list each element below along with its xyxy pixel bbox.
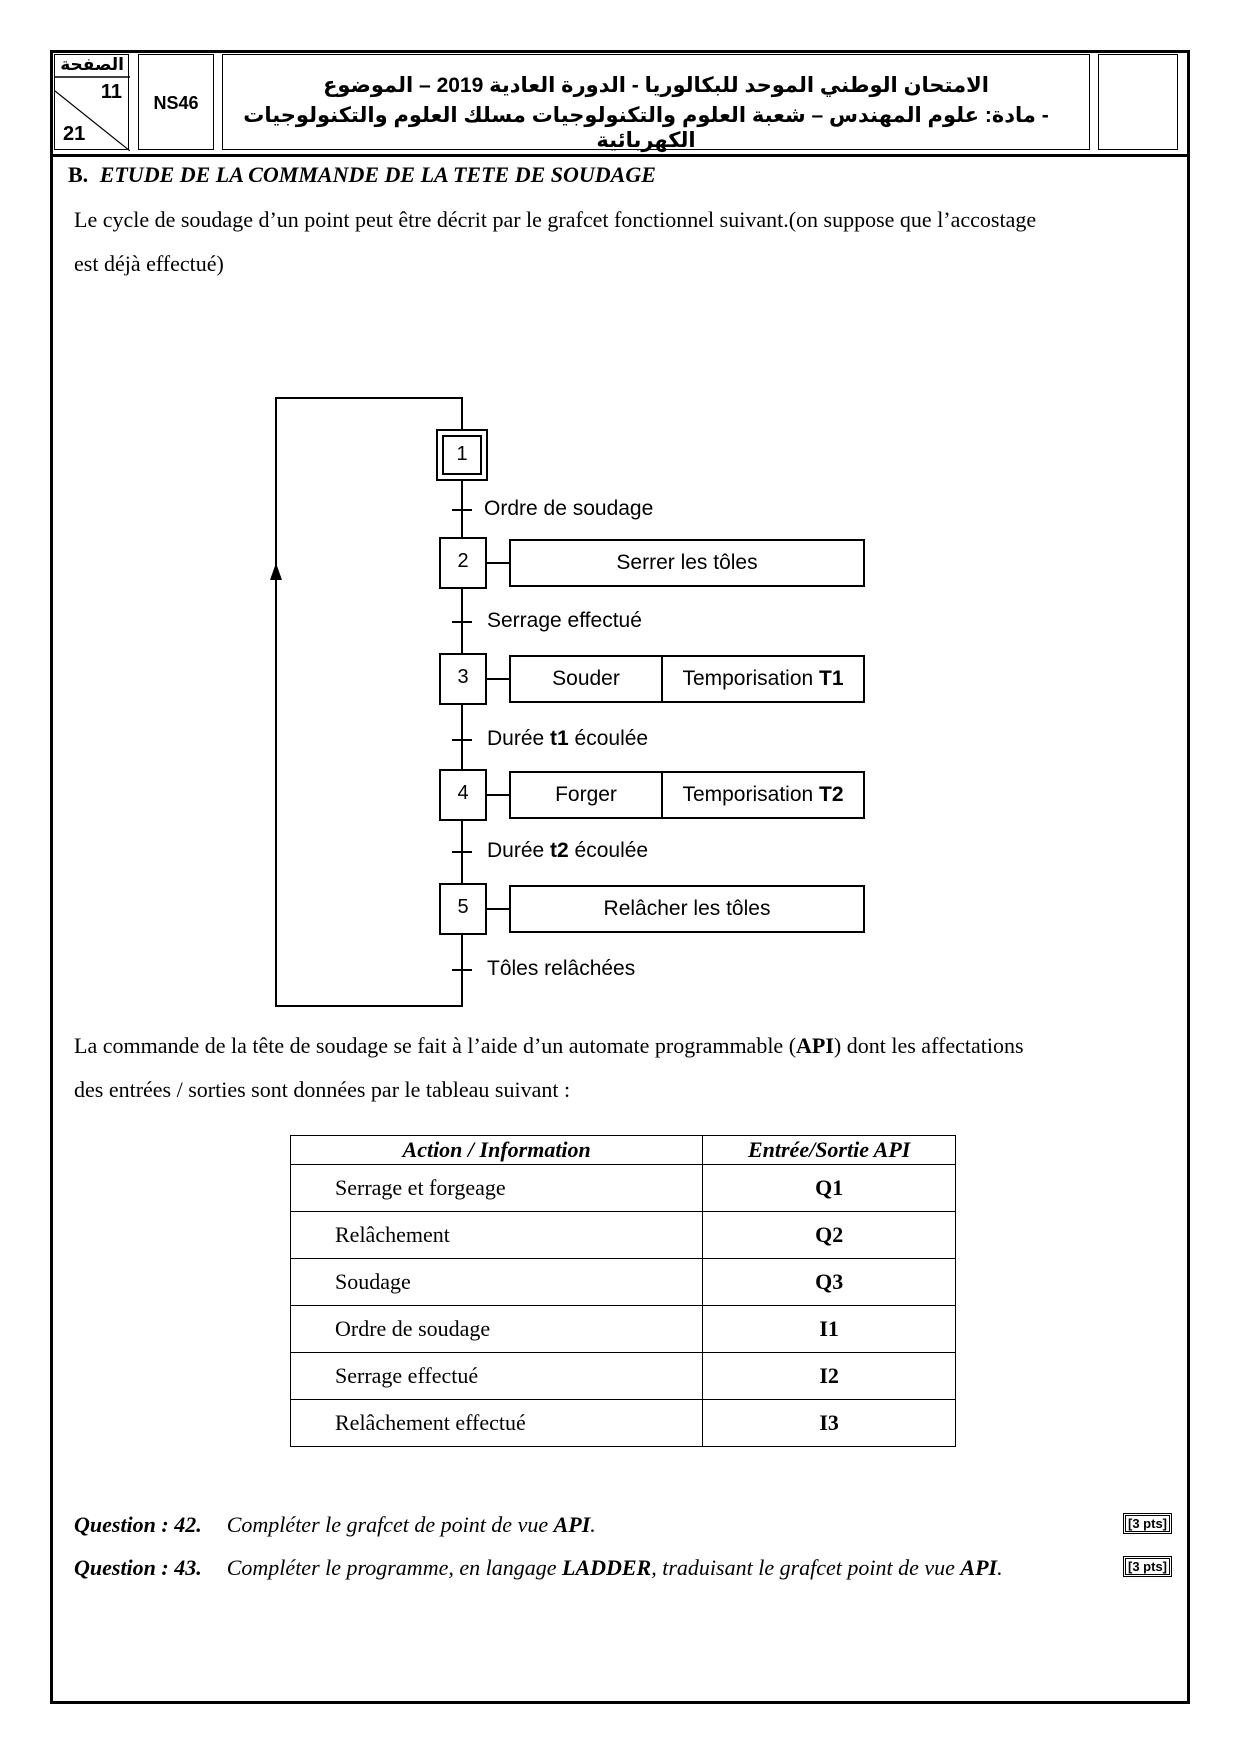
transition-label-1: Ordre de soudage (484, 497, 654, 520)
table-cell-action: Soudage (291, 1259, 703, 1306)
body-para-post: ) dont les affectations (833, 1033, 1024, 1058)
table-cell-action: Serrage et forgeage (291, 1165, 703, 1212)
question-43-text-post2: . (997, 1555, 1003, 1580)
step-1-label: 1 (456, 443, 468, 465)
transition-label-5: Tôles relâchées (487, 957, 636, 980)
action-label-2: Serrer les tôles (616, 551, 758, 574)
transition-label-2: Serrage effectué (487, 609, 642, 632)
question-43 (74, 1555, 1003, 1581)
header-empty-box (1098, 54, 1178, 150)
transition-3-bold: t1 (550, 727, 569, 750)
action-timer-4 (662, 783, 864, 807)
action-label-5: Relâcher les tôles (603, 897, 771, 920)
body-para-line1 (74, 1024, 1024, 1068)
question-42-text-post: . (590, 1512, 596, 1537)
question-43-text-bold2: API (960, 1555, 998, 1580)
table-cell-io: I2 (703, 1353, 956, 1400)
action-label-3: Souder (552, 667, 620, 690)
table-row (291, 1353, 956, 1400)
table-header-action: Action / Information (291, 1136, 703, 1165)
table-row (291, 1306, 956, 1353)
exam-code-box (138, 54, 214, 150)
table-row (291, 1212, 956, 1259)
table-cell-action: Relâchement effectué (291, 1400, 703, 1447)
section-title-text: ETUDE DE LA COMMANDE DE LA TETE DE SOUDAGE (99, 162, 656, 187)
table-cell-io: Q3 (703, 1259, 956, 1306)
page-label: الصفحة (60, 55, 124, 74)
action-timer-4-bold: T2 (819, 783, 844, 806)
transition-3-post: écoulée (568, 727, 649, 750)
question-42-points (1125, 1515, 1170, 1533)
table-cell-action: Ordre de soudage (291, 1306, 703, 1353)
table-cell-io: I1 (703, 1306, 956, 1353)
step-5-label: 5 (457, 896, 469, 918)
body-para-bold: API (796, 1033, 834, 1058)
table-cell-action: Serrage effectué (291, 1353, 703, 1400)
question-42-label: Question : 42. (74, 1512, 202, 1537)
action-timer-4-pre: Temporisation (682, 783, 820, 806)
table-cell-io: Q1 (703, 1165, 956, 1212)
exam-title-line2: - مادة: علوم المهندس – شعبة العلوم والتكنولوجيات مسلك العلوم والتكنولوجيات الكهربائية (243, 104, 1049, 152)
transition-label-4 (487, 839, 648, 863)
intro-line1: Le cycle de soudage d’un point peut être décrit par le grafcet fonctionnel suivant.(on suppose que l’accostage (74, 207, 1037, 232)
exam-code: NS46 (153, 93, 199, 113)
action-timer-3 (662, 667, 864, 691)
question-42-text-bold: API (553, 1512, 591, 1537)
step-4-label: 4 (457, 782, 469, 804)
transition-4-bold: t2 (550, 839, 569, 862)
page-number: 11 (100, 81, 122, 103)
intro-line2: est déjà effectué) (74, 251, 224, 276)
question-43-text-pre: Compléter le programme, en langage (226, 1555, 562, 1580)
question-43-label: Question : 43. (74, 1555, 202, 1580)
page-total: 21 (63, 123, 86, 145)
step-3-label: 3 (457, 666, 469, 688)
transition-4-post: écoulée (568, 839, 649, 862)
question-43-text-bold: LADDER (562, 1555, 652, 1580)
transition-3-pre: Durée (487, 727, 551, 750)
step-2-label: 2 (457, 550, 469, 572)
section-letter: B. (68, 162, 89, 187)
action-timer-3-pre: Temporisation (682, 667, 820, 690)
page-frame (50, 50, 1190, 1704)
transition-label-3 (487, 727, 648, 751)
table-cell-io: I3 (703, 1400, 956, 1447)
table-row (291, 1165, 956, 1212)
exam-title-box (222, 54, 1090, 150)
transition-4-pre: Durée (487, 839, 551, 862)
table-cell-io: Q2 (703, 1212, 956, 1259)
question-43-points-badge: [3 pts] (1125, 1558, 1170, 1575)
question-42-points-badge: [3 pts] (1125, 1515, 1170, 1532)
table-row (291, 1400, 956, 1447)
question-42-text-pre: Compléter le grafcet de point de vue (226, 1512, 554, 1537)
table-cell-action: Relâchement (291, 1212, 703, 1259)
section-title (68, 162, 656, 188)
table-header-io: Entrée/Sortie API (703, 1136, 956, 1165)
io-table (290, 1135, 956, 1447)
body-para-pre: La commande de la tête de soudage se fait à l’aide d’un automate programmable ( (74, 1033, 797, 1058)
body-para-line2: des entrées / sorties sont données par le tableau suivant : (74, 1077, 571, 1102)
table-row (291, 1259, 956, 1306)
exam-title-line1: الامتحان الوطني الموحد للبكالوريا - الدورة العادية 2019 – الموضوع (323, 74, 989, 97)
action-label-4: Forger (555, 783, 617, 806)
table-header-row (291, 1136, 956, 1165)
header-rule (52, 154, 1188, 157)
page-number-box (54, 54, 129, 150)
question-42 (74, 1512, 596, 1538)
question-43-points (1125, 1558, 1170, 1576)
action-timer-3-bold: T1 (819, 667, 844, 690)
question-43-text-post: , traduisant le grafcet point de vue (651, 1555, 961, 1580)
